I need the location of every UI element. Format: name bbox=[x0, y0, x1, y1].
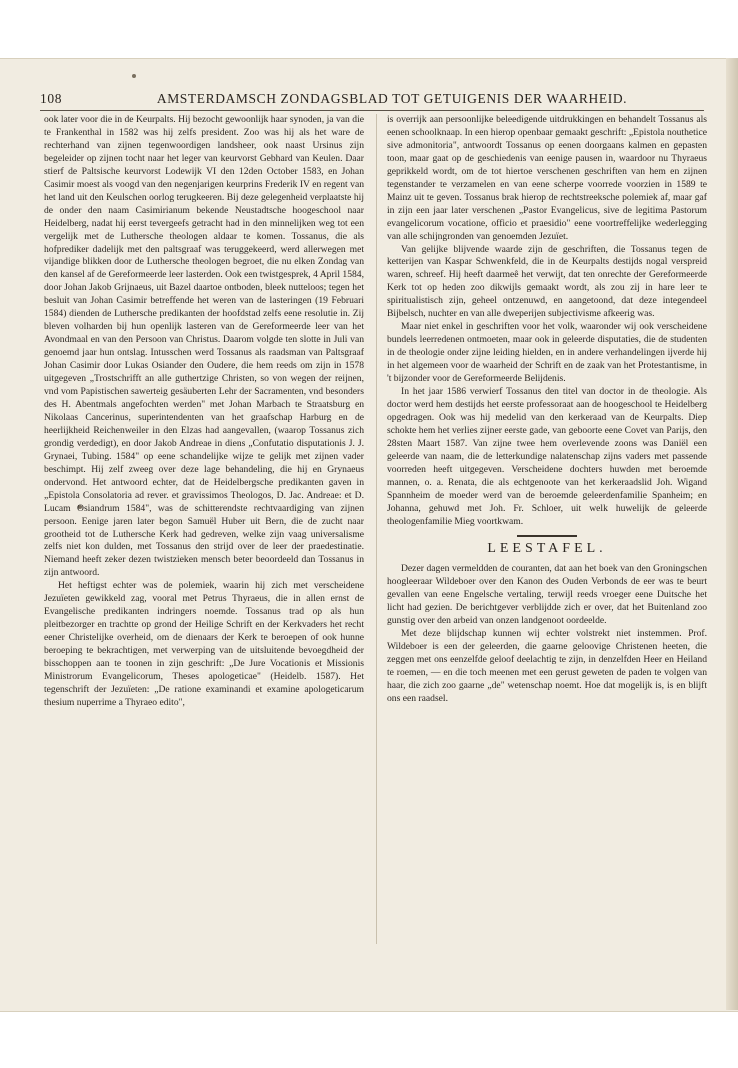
page-spine-shadow bbox=[726, 58, 738, 1010]
section-rule bbox=[517, 535, 577, 537]
paragraph: Van gelijke blijvende waarde zijn de geschriften, die Tossanus tegen de ketterijen van Kaspar Schwenkfeld, die in de Keurpalts destijds nogal verspreid waren, schreef. Hij heeft daarmeê het verwijt, dat ten onrechte der Gereformeerde Kerk tot op heden zoo dikwijls gemaakt wordt, als zou zij in hare leer te spiritualistisch zijn, geheel ontzenuwd, en aangetoond, dat deze integendeel Bijbelsch, nuchter en van alle dweperijen subjectivisme afkeerig was. bbox=[387, 243, 707, 320]
paragraph: ook later voor die in de Keurpalts. Hij bezocht gewoonlijk haar synoden, ja van die te Frankenthal in 1582 was hij zelfs president. Zoo was hij als het ware de rechterhand van zijnen tegenwoordigen landsheer, ook naast Ursinus zijn begeleider op zijnen tocht naar het leger van keurvorst Gebhard van Keulen. Daar stierf de Paltsische keurvorst Lodewijk VI den 12den October 1583, en Johan Casimir moest als voogd van den negenjarigen keurprins Frederik IV en regent van het land uit den Keulschen oorlog terugkeeren. Bij deze gelegenheid verplaatste hij de onder den naam Casimirianum bekende Neustadtsche hoogeschool naar Heidelberg, nadat hij eerst tevergeefs getracht had in den minnelijken weg tot een vergelijk met de Luthersche theologen aldaar te komen. Tossanus, die als hofprediker dadelijk met den paltsgraaf was teruggekeerd, werd allerwegen met vijandige blikken door de Luthersche theologen begroet, die nu elken Zondag van den kansel af de Gereformeerde leer lasterden. Ook een twistgesprek, 4 April 1584, door Johan Jakob Grijnaeus, uit Bazel daartoe ontboden, bleek nutteloos; tegen het besluit van Johan Casimir betreffende het weren van de lasteringen (19 Februari 1584) dienden de Luthersche predikanten der hoofdstad zelfs eene resolutie in. Zij bleven volharden bij hun openlijk lasteren van de Gereformeerde leer van het Avondmaal en van den Persoon van Christus. Daarom volgde ten slotte in Juli van genoemd jaar hun ontslag. Intusschen werd Tossanus als raadsman van Paltsgraaf Johan Casimir door Lukas Osiander den Oudere, die hem reeds om zijn in 1578 uitgegeven „Trostschrifft an alle guthertzige Christen, so von wegen der reijnen, vnd vom Papistischen sawerteig gesäuberten Lehr der Sacramenten, vnd besonders des H. Abentmals angefochten werden" met Johan Marbach te Straatsburg en Nikolaas Cancerinus, superintendenten van het graafschap Harburg en de heerlijkheid Reichenweiler in den Elzas had aangevallen, (waarop Tossanus zich grondig verdedigt), en door Jakob Andreae in diens „Confutatio disputationis J. J. Grynaei, Tubing. 1584" op eene schandelijke wijze te gelijk met zijnen vader beschimpt. Hij zelf zweeg over deze lage behandeling, die hij en Grynaeus ondervond. Het antwoord echter, dat de Heidelbergsche predikanten gaven in „Epistola Consolatoria ad rever. et gravissimos Theologos, D. Jac. Andreae: et D. Lucam Osiandrum 1584", was de schitterendste rechtvaardiging van zijnen persoon. Eenige jaren later begon Samuël Huber uit Bern, die de zucht naar grootheid tot de Luthersche Kerk had gedreven, welke zijn vaag universalisme zelfs niet kon dulden, met Tossanus den strijd over de leer der praedestinatie. Niemand heeft zeker dezen twistzieken mensch beter beoordeeld dan Tossanus in zijn antwoord. bbox=[44, 114, 364, 579]
paragraph: Het heftigst echter was de polemiek, waarin hij zich met verscheidene Jezuïeten gewikkeld zag, vooral met Petrus Thyraeus, die in allen ernst de Evangelische predikanten indringers noemde. Tossanus trad op als hun pleitbezorger en trachtte op grond der Heilige Schrift en der Kerkvaders het recht eener Christelijke overheid, om de dienaars der Kerk te beroepen of ook hunne beroeping te bekrachtigen, met verwerping van de uitsluitende bevoegdheid der bisschoppen aan te toonen in zijn geschrift: „De Jure Vocationis et Missionis Ministrorum Evangelicorum, Theses apologeticae" (Heidelb. 1587). Het tegenschrift der Jezuïeten: „De ratione examinandi et examine apologeticarum thesium nuperrime a Thyraeo edito", bbox=[44, 580, 364, 708]
right-column bbox=[387, 114, 707, 706]
publication-title: AMSTERDAMSCH ZONDAGSBLAD TOT GETUIGENIS DER WAARHEID. bbox=[156, 91, 628, 106]
column-divider bbox=[376, 114, 377, 944]
page-number: 108 bbox=[40, 91, 63, 106]
paragraph: Maar niet enkel in geschriften voor het volk, waaronder wij ook verscheidene bundels leerredenen ontmoeten, maar ook in geleerde disputaties, die de studenten in de theologie onder zijne leiding hielden, en in andere verhandelingen ijverde hij in het algemeen voor de waarheid der Schrift en de zaak van het Protestantisme, in 't bijzonder voor de Gereformeerde Belijdenis. bbox=[387, 321, 707, 385]
paragraph: Dezer dagen vermeldden de couranten, dat aan het boek van den Groningschen hoogleeraar Wildeboer over den Kanon des Ouden Verbonds de eer was te beurt gevallen van eene Engelsche vertaling, terwijl reeds vroeger eene Duitsche het licht had gezien. De berichtgever verblijdde zich er over, dat het Buitenland zoo gunstig over den arbeid van onzen landgenoot oordeelde. bbox=[387, 563, 707, 627]
paragraph: In het jaar 1586 verwierf Tossanus den titel van doctor in de theologie. Als doctor werd hem destijds het eerste professoraat aan de hoogeschool te Heidelberg opgedragen. Ook was hij medelid van den kerkeraad van de Keurpalts. Diep schokte hem het verlies zijner eerste gade, van geboorte eene Covet van Parijs, den 28sten Maart 1587. Van zijne twee hem overlevende zoons was Daniël een geleerde van naam, die de letterkundige nalatenschap zijns vaders met passende voorreden heeft uitgegeven. Verscheidene dochters huwden met beroemde mannen, o. a. Renata, die als echtgenoote van het kerkeraadslid Joh. Wigand Spannheim de moeder werd van de beroemde geleerdenfamilie Spanheim; en Johanna, gehuwd met Joh. Fr. Schloer, uit welk huwelijk de geleerde theologenfamilie Mieg voortkwam. bbox=[387, 386, 707, 527]
ink-speck bbox=[132, 74, 136, 78]
left-column bbox=[44, 114, 364, 710]
paragraph: Met deze blijdschap kunnen wij echter volstrekt niet instemmen. Prof. Wildeboer is een der geleerden, die gaarne geloovige Christenen heeten, die zeggen met ons eenzelfde geloof deelachtig te zijn, in denzelfden Heer en Heiland te roemen, — en die toch meenen met een gerust geweten de paden te volgen van haar, die zich zoo gaarne „de" wetenschap noemt. Hoe dat mogelijk is, is en blijft ons een raadsel. bbox=[387, 628, 707, 704]
section-title: LEESTAFEL. bbox=[487, 540, 607, 556]
page-header bbox=[40, 91, 704, 109]
header-rule bbox=[40, 110, 704, 111]
paragraph: is overrijk aan persoonlijke beleedigende uitdrukkingen en behandelt Tossanus als eenen schoolknaap. In een hierop openbaar gemaakt geschrift: „Epistola nouthetice sive admonitoria", antwoordt Tossanus op eenen doorgaans kalmen en gepasten toon, maar gaat op de geschiedenis van eenige pausen in, waardoor nu Thyraeus geprikkeld wordt, om de tot hiertoe verschenen geschriften van hem en zijnen tegenstander te verzamelen en van eene scherpe voorrede voorzien in 1589 te Mainz uit te geven. Tossanus brak hierop de rechtstreeksche polemiek af, maar gaf in zijn een jaar later verschenen „Pastor Evangelicus, sive de legitima Pastorum evangelicorum vocatione, officio et praesidio" eene voortreffelijke wederlegging van alle schijngronden van genoemden Jezuïet. bbox=[387, 114, 707, 242]
